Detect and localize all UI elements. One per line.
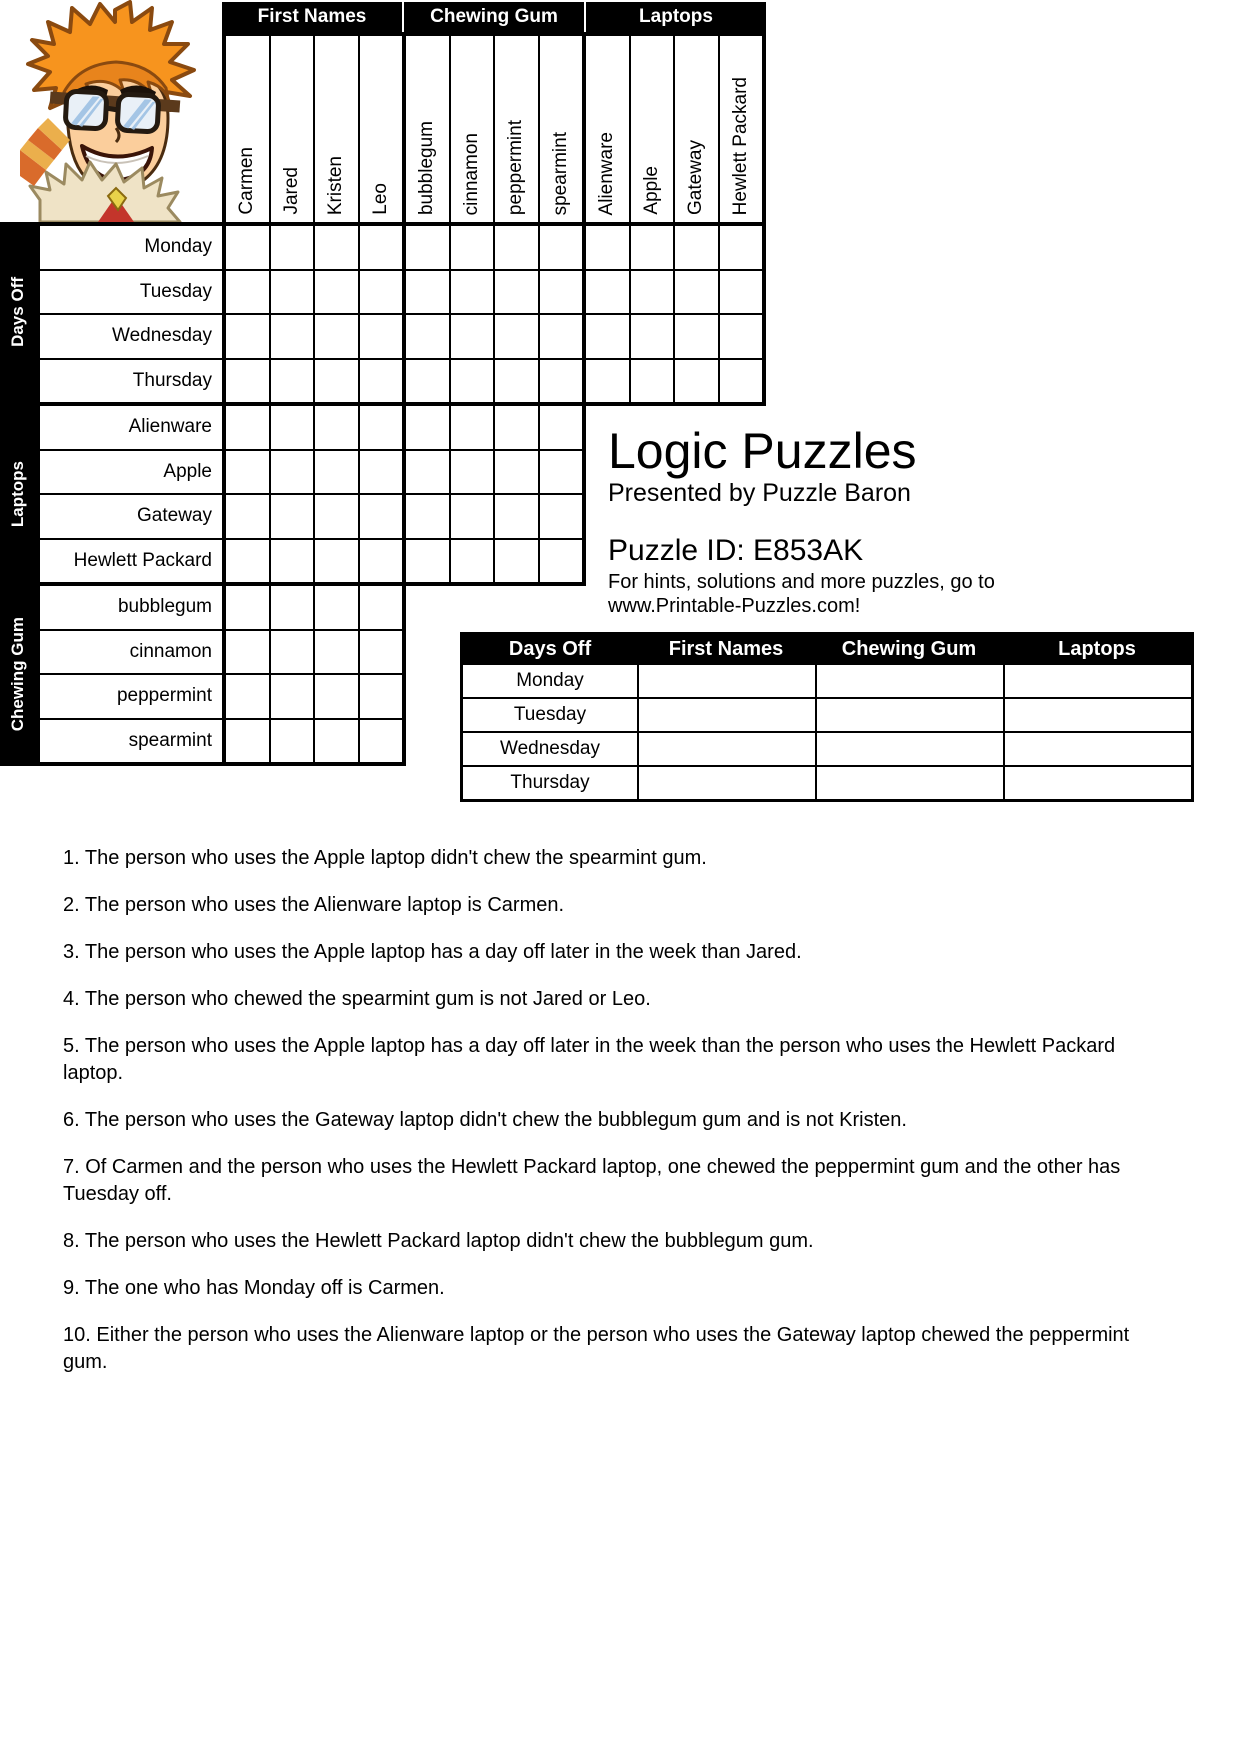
grid-cell[interactable] [540,271,583,314]
grid-cell[interactable] [360,360,403,403]
answer-laptop-cell[interactable] [1003,767,1191,799]
answer-table-row [463,731,1191,765]
grid-cell[interactable] [226,540,269,583]
grid-cell[interactable] [315,631,358,674]
grid-cell[interactable] [451,226,494,269]
row-group-header-days-off: Days Off [8,277,27,347]
column-labels-first-names [222,32,406,226]
clue: 7. Of Carmen and the person who uses the Hewlett Packard laptop, one chewed the peppermint gum and the other has Tuesday off. [63,1156,1121,1205]
grid-cell[interactable] [271,315,314,358]
answer-day-cell: Thursday [510,772,590,793]
grid-cell[interactable] [360,315,403,358]
grid-cell[interactable] [271,631,314,674]
column-group-header-laptops: Laptops [586,2,766,32]
row-labels-days-off [36,222,226,406]
grid-cell[interactable] [406,315,449,358]
row-label: Apple [40,451,222,494]
clue: 6. The person who uses the Gateway laptop didn't chew the bubblegum gum and is not Kristen. [63,1109,907,1131]
grid-cell[interactable] [720,360,763,403]
grid-cell[interactable] [406,406,449,449]
grid-cell[interactable] [540,360,583,403]
grid-cell[interactable] [360,540,403,583]
grid-cell[interactable] [540,451,583,494]
grid-cell[interactable] [586,315,629,358]
answer-chewing-gum-cell[interactable] [815,699,1003,731]
clue: 8. The person who uses the Hewlett Packard laptop didn't chew the bubblegum gum. [63,1230,814,1252]
clue: 4. The person who chewed the spearmint gum is not Jared or Leo. [63,988,651,1010]
grid-block-laptops-gum [402,402,586,586]
answer-table-header [463,635,1191,663]
column-labels-chewing-gum [402,32,586,226]
grid-cell[interactable] [271,360,314,403]
column-label: Hewlett Packard [720,36,763,222]
grid-cell[interactable] [720,315,763,358]
grid-cell[interactable] [586,271,629,314]
grid-cell[interactable] [360,271,403,314]
row-label: peppermint [40,675,222,718]
hint-text-line1: For hints, solutions and more puzzles, go to [608,571,995,593]
grid-cell[interactable] [271,720,314,763]
grid-cell[interactable] [451,540,494,583]
answer-table-row [463,765,1191,799]
answer-header-laptops: Laptops [1058,638,1136,660]
clue: 9. The one who has Monday off is Carmen. [63,1277,445,1299]
grid-cell[interactable] [720,226,763,269]
row-label: Monday [40,226,222,269]
answer-day-cell: Monday [516,670,584,691]
grid-cell[interactable] [360,586,403,629]
column-label: spearmint [540,36,583,222]
title-block [608,425,1168,618]
grid-cell[interactable] [360,720,403,763]
grid-cell[interactable] [675,226,718,269]
grid-cell[interactable] [495,406,538,449]
grid-cell[interactable] [315,406,358,449]
column-group-header-first-names: First Names [222,2,402,32]
answer-header-first-names: First Names [668,638,784,660]
column-label: Kristen [315,36,358,222]
answer-laptop-cell[interactable] [1003,733,1191,765]
column-label: Jared [271,36,314,222]
grid-cell[interactable] [406,271,449,314]
grid-cell[interactable] [631,226,674,269]
answer-table [460,632,1194,802]
grid-cell[interactable] [406,451,449,494]
grid-cell[interactable] [315,315,358,358]
puzzle-id: Puzzle ID: E853AK [608,534,864,567]
grid-cell[interactable] [451,495,494,538]
page-subtitle: Presented by Puzzle Baron [608,479,911,507]
grid-cell[interactable] [360,631,403,674]
column-labels-laptops [582,32,766,226]
answer-laptop-cell[interactable] [1003,699,1191,731]
row-label: Tuesday [40,271,222,314]
grid-block-laptops-names [222,402,406,586]
grid-cell[interactable] [271,226,314,269]
row-labels-chewing-gum [36,582,226,766]
grid-cell[interactable] [271,540,314,583]
column-label: Gateway [675,36,718,222]
answer-laptop-cell[interactable] [1003,665,1191,697]
answer-first-name-cell[interactable] [637,699,815,731]
answer-table-row [463,697,1191,731]
row-label: Thursday [40,360,222,403]
grid-cell[interactable] [271,495,314,538]
row-group-header-laptops: Laptops [8,460,27,528]
grid-cell[interactable] [315,271,358,314]
answer-chewing-gum-cell[interactable] [815,665,1003,697]
row-label: Wednesday [40,315,222,358]
column-label: cinnamon [451,36,494,222]
grid-cell[interactable] [360,495,403,538]
grid-cell[interactable] [406,495,449,538]
grid-cell[interactable] [271,451,314,494]
grid-cell[interactable] [406,360,449,403]
grid-cell[interactable] [271,586,314,629]
clue: 2. The person who uses the Alienware laptop is Carmen. [63,894,565,916]
column-label: Apple [631,36,674,222]
column-group-header-bar [222,2,766,32]
grid-cell[interactable] [360,226,403,269]
column-group-header-chewing-gum: Chewing Gum [404,2,584,32]
grid-cell[interactable] [586,360,629,403]
grid-cell[interactable] [226,675,269,718]
grid-cell[interactable] [720,271,763,314]
clue: 10. Either the person who uses the Alienware laptop or the person who uses the Gateway laptop chewed the peppermint gum. [63,1324,1130,1373]
grid-cell[interactable] [226,226,269,269]
grid-cell[interactable] [226,631,269,674]
grid-block-daysoff-laptops [582,222,766,406]
page-title: Logic Puzzles [608,423,917,479]
clue: 1. The person who uses the Apple laptop didn't chew the spearmint gum. [63,847,707,869]
grid-cell[interactable] [226,315,269,358]
grid-cell[interactable] [540,495,583,538]
grid-cell[interactable] [315,675,358,718]
answer-day-cell: Wednesday [500,738,600,759]
grid-cell[interactable] [315,540,358,583]
row-label: cinnamon [40,631,222,674]
row-labels-laptops [36,402,226,586]
grid-cell[interactable] [315,495,358,538]
grid-cell[interactable] [495,271,538,314]
clue: 5. The person who uses the Apple laptop has a day off later in the week than the person who uses the Hewlett Packard laptop. [63,1035,1116,1084]
grid-cell[interactable] [360,451,403,494]
grid-cell[interactable] [406,226,449,269]
column-label: bubblegum [406,36,449,222]
hint-text-line2: www.Printable-Puzzles.com! [608,595,861,617]
grid-cell[interactable] [631,360,674,403]
column-label: Leo [360,36,403,222]
grid-cell[interactable] [675,360,718,403]
column-label: Alienware [586,36,629,222]
grid-block-daysoff-gum [402,222,586,406]
grid-cell[interactable] [675,315,718,358]
answer-first-name-cell[interactable] [637,665,815,697]
grid-block-daysoff-names [222,222,406,406]
grid-cell[interactable] [631,315,674,358]
grid-cell[interactable] [451,315,494,358]
answer-first-name-cell[interactable] [637,767,815,799]
grid-cell[interactable] [226,495,269,538]
grid-cell[interactable] [495,451,538,494]
puzzle-baron-mascot-illustration [20,0,205,222]
grid-cell[interactable] [315,586,358,629]
answer-first-name-cell[interactable] [637,733,815,765]
grid-cell[interactable] [586,226,629,269]
grid-cell[interactable] [315,360,358,403]
grid-cell[interactable] [451,406,494,449]
grid-cell[interactable] [540,406,583,449]
row-label: Alienware [40,406,222,449]
grid-cell[interactable] [226,406,269,449]
clues-list [63,845,1133,1396]
grid-block-gum-names [222,582,406,766]
answer-chewing-gum-cell[interactable] [815,767,1003,799]
grid-cell[interactable] [495,226,538,269]
grid-cell[interactable] [360,406,403,449]
grid-cell[interactable] [315,720,358,763]
grid-cell[interactable] [315,451,358,494]
grid-cell[interactable] [226,271,269,314]
grid-cell[interactable] [406,540,449,583]
column-label: Carmen [226,36,269,222]
grid-cell[interactable] [451,271,494,314]
row-group-header-chewing-gum: Chewing Gum [8,616,27,732]
grid-cell[interactable] [540,226,583,269]
grid-cell[interactable] [451,451,494,494]
grid-cell[interactable] [495,540,538,583]
grid-cell[interactable] [315,226,358,269]
grid-cell[interactable] [451,360,494,403]
answer-day-cell: Tuesday [513,704,587,725]
grid-cell[interactable] [271,271,314,314]
row-label: bubblegum [40,586,222,629]
grid-cell[interactable] [495,495,538,538]
row-label: spearmint [40,720,222,763]
answer-table-row [463,663,1191,697]
grid-cell[interactable] [360,675,403,718]
grid-cell[interactable] [495,360,538,403]
grid-cell[interactable] [675,271,718,314]
answer-chewing-gum-cell[interactable] [815,733,1003,765]
column-label: peppermint [495,36,538,222]
grid-cell[interactable] [226,586,269,629]
grid-cell[interactable] [271,406,314,449]
grid-cell[interactable] [226,360,269,403]
grid-cell[interactable] [631,271,674,314]
answer-header-chewing-gum: Chewing Gum [841,638,977,660]
grid-cell[interactable] [540,540,583,583]
row-label: Gateway [40,495,222,538]
grid-cell[interactable] [540,315,583,358]
row-label: Hewlett Packard [40,540,222,583]
answer-table-body [463,663,1191,799]
clue: 3. The person who uses the Apple laptop has a day off later in the week than Jared. [63,941,802,963]
answer-header-days-off: Days Off [508,638,592,660]
grid-cell[interactable] [226,451,269,494]
grid-cell[interactable] [495,315,538,358]
grid-cell[interactable] [226,720,269,763]
grid-cell[interactable] [271,675,314,718]
